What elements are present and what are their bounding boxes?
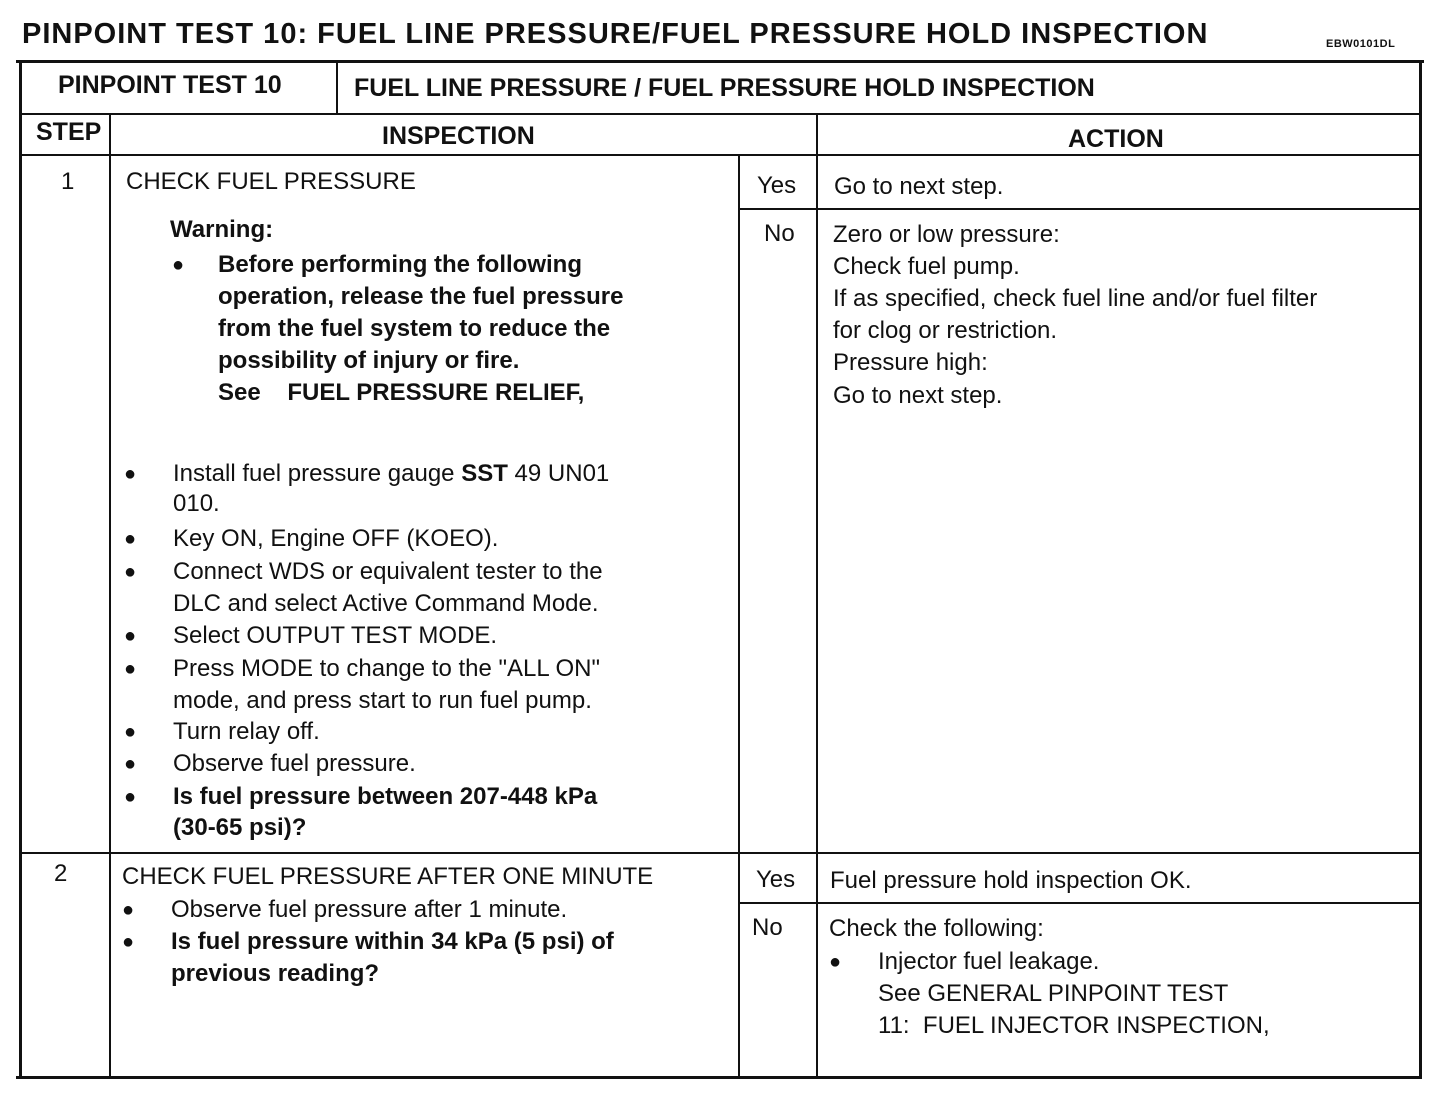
- step1-no-action-line: Pressure high:: [833, 349, 988, 376]
- step1-warning-line: See FUEL PRESSURE RELIEF,: [218, 379, 585, 406]
- title-row-bottom: [19, 113, 1422, 115]
- table-border-top: [16, 60, 1424, 63]
- step1-bullet-text: 010.: [173, 490, 220, 517]
- title-row-divider: [336, 60, 338, 115]
- action-header: ACTION: [1068, 125, 1164, 153]
- step2-bullet-text: Is fuel pressure within 34 kPa (5 psi) of: [171, 928, 614, 955]
- step1-no-action-line: for clog or restriction.: [833, 317, 1058, 344]
- bullet-icon: ●: [124, 721, 137, 743]
- step1-title: CHECK FUEL PRESSURE: [126, 168, 416, 195]
- bullet-icon: ●: [124, 463, 137, 485]
- step1-bullet-text: Is fuel pressure between 207-448 kPa: [173, 783, 598, 810]
- table-border-bottom: [16, 1076, 1420, 1079]
- table-border-right: [1419, 60, 1422, 1079]
- header-row-bottom: [19, 154, 1422, 156]
- step2-no-action-intro: Check the following:: [829, 915, 1044, 942]
- yesno-column-line: [738, 154, 740, 1079]
- step1-warning-line: from the fuel system to reduce the: [218, 315, 611, 342]
- document-code: EBW0101DL: [1326, 38, 1396, 50]
- step-column-line: [109, 113, 111, 1079]
- table-border-left: [19, 60, 22, 1079]
- bullet-icon: ●: [829, 951, 842, 973]
- step2-number: 2: [54, 860, 68, 887]
- page-title: PINPOINT TEST 10: FUEL LINE PRESSURE/FUEL PRESSURE HOLD INSPECTION: [22, 18, 1209, 50]
- bullet-icon: ●: [124, 786, 137, 808]
- step1-no-action-line: If as specified, check fuel line and/or fuel filter: [833, 285, 1318, 312]
- step2-bullet-text: previous reading?: [171, 960, 380, 987]
- step2-no-action-line: 11: FUEL INJECTOR INSPECTION,: [878, 1012, 1270, 1039]
- step1-bullet-text: Connect WDS or equivalent tester to the: [173, 558, 603, 585]
- step2-yes-label: Yes: [756, 866, 796, 893]
- step2-yes-divider: [738, 902, 1422, 904]
- bullet-icon: ●: [124, 625, 137, 647]
- step1-bullet-text: Observe fuel pressure.: [173, 750, 416, 777]
- step1-warning-line: operation, release the fuel pressure: [218, 283, 624, 310]
- pinpoint-test-table: [16, 60, 1424, 1082]
- step-row-divider: [19, 852, 1422, 854]
- step2-no-action-line: See GENERAL PINPOINT TEST: [878, 980, 1229, 1007]
- step2-no-label: No: [752, 914, 783, 941]
- step1-yes-action: Go to next step.: [834, 173, 1004, 200]
- step1-bullet-text: Press MODE to change to the "ALL ON": [173, 655, 601, 682]
- action-column-line: [816, 113, 818, 1079]
- step1-bullet-text: Key ON, Engine OFF (KOEO).: [173, 525, 499, 552]
- step1-warning-line: Before performing the following: [218, 251, 582, 278]
- step1-no-action-line: Check fuel pump.: [833, 253, 1020, 280]
- step1-warning-line: possibility of injury or fire.: [218, 347, 520, 374]
- step1-no-action-line: Go to next step.: [833, 382, 1003, 409]
- step2-title: CHECK FUEL PRESSURE AFTER ONE MINUTE: [122, 863, 654, 890]
- test-number-cell: PINPOINT TEST 10: [58, 71, 282, 99]
- step1-warning-label: Warning:: [170, 216, 274, 243]
- step2-yes-action: Fuel pressure hold inspection OK.: [830, 867, 1192, 894]
- bullet-icon: ●: [124, 753, 137, 775]
- bullet-icon: ●: [124, 658, 137, 680]
- step1-yes-label: Yes: [757, 172, 797, 199]
- step1-no-action-line: Zero or low pressure:: [833, 221, 1060, 248]
- step-header: STEP: [36, 118, 102, 146]
- bullet-icon: ●: [122, 931, 135, 953]
- bullet-icon: ●: [122, 899, 135, 921]
- bullet-icon: ●: [124, 528, 137, 550]
- step1-bullet-text: (30-65 psi)?: [173, 814, 307, 841]
- step1-bullet-text: Turn relay off.: [173, 718, 320, 745]
- step2-no-action-line: Injector fuel leakage.: [878, 948, 1100, 975]
- step1-bullet-text: Select OUTPUT TEST MODE.: [173, 622, 498, 649]
- bullet-icon: ●: [124, 561, 137, 583]
- step1-no-label: No: [764, 220, 795, 247]
- step2-bullet-text: Observe fuel pressure after 1 minute.: [171, 896, 568, 923]
- step1-bullet-text: Install fuel pressure gauge SST 49 UN01: [173, 460, 610, 487]
- step1-yes-divider: [738, 208, 1422, 210]
- test-name-cell: FUEL LINE PRESSURE / FUEL PRESSURE HOLD INSPECTION: [354, 74, 1095, 102]
- step1-warning-bullet: ●: [172, 254, 185, 276]
- inspection-header: INSPECTION: [382, 122, 535, 150]
- step1-bullet-text: DLC and select Active Command Mode.: [173, 590, 599, 617]
- step1-bullet-text: mode, and press start to run fuel pump.: [173, 687, 592, 714]
- step1-number: 1: [61, 168, 75, 195]
